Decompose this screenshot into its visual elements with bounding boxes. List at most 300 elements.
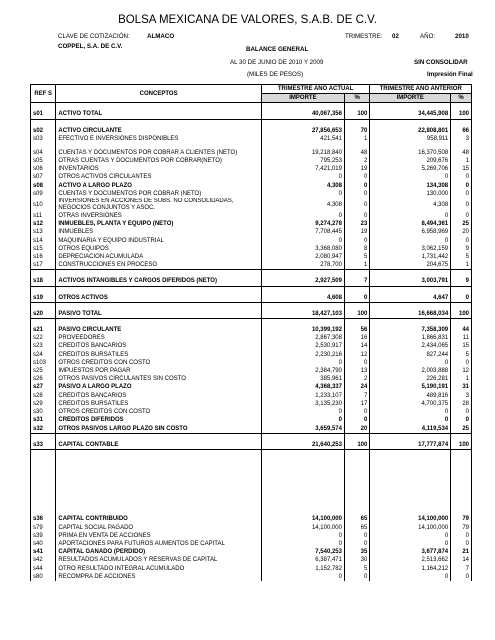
row-pct-anterior: 25 [451, 220, 472, 228]
row-concept: INMUEBLES, PLANTA Y EQUIPO (NETO) [56, 220, 261, 228]
row-importe-anterior: 958,911 [370, 135, 451, 143]
row-pct-actual: 0 [344, 416, 369, 424]
row-pct-anterior: 0 [451, 573, 472, 581]
table-row [31, 127, 472, 135]
row-importe-actual: 278,700 [261, 261, 344, 270]
row-importe-actual: 19,218,840 [261, 143, 344, 157]
row-importe-actual: 4,608 [261, 294, 344, 303]
row-pct-actual: 56 [344, 326, 369, 334]
row-pct-anterior: 0 [451, 540, 472, 548]
spacer-row [31, 449, 472, 458]
row-pct-actual: 35 [344, 548, 369, 556]
row-pct-anterior: 0 [451, 532, 472, 540]
table-row [31, 556, 472, 564]
table-row [31, 277, 472, 286]
row-pct-actual: 0 [344, 190, 369, 198]
row-importe-anterior: 5,190,191 [370, 383, 451, 391]
row-ref: s19 [31, 294, 56, 303]
row-concept: EFECTIVO E INVERSIONES DISPONIBLES [56, 135, 261, 143]
row-importe-actual: 4,368,337 [261, 383, 344, 391]
row-pct-actual: 17 [344, 400, 369, 408]
row-concept: OTROS CRÉDITOS CON COSTO [56, 408, 261, 416]
row-pct-actual: 7 [344, 277, 369, 286]
row-importe-actual: 0 [261, 237, 344, 245]
row-importe-anterior: 4,647 [370, 294, 451, 303]
row-pct-actual: 7 [344, 392, 369, 400]
row-pct-actual: 1 [344, 261, 369, 270]
row-pct-anterior: 0 [451, 212, 472, 220]
row-importe-anterior: 0 [370, 573, 451, 581]
row-pct-anterior: 11 [451, 334, 472, 342]
row-importe-actual: 385,961 [261, 375, 344, 383]
row-concept: CRÉDITOS BANCARIOS [56, 342, 261, 350]
row-concept: CRÉDITOS BURSÁTILES [56, 351, 261, 359]
spacer-row [31, 491, 472, 499]
row-pct-anterior: 5 [451, 351, 472, 359]
row-pct-anterior: 100 [451, 310, 472, 319]
row-pct-actual: 20 [344, 425, 369, 434]
row-pct-actual: 5 [344, 565, 369, 573]
row-pct-anterior: 0 [451, 359, 472, 367]
row-importe-actual: 6,387,471 [261, 556, 344, 564]
row-ref: s08 [31, 182, 56, 190]
row-pct-actual: 65 [344, 515, 369, 523]
row-concept: OTROS PASIVOS CIRCULANTES SIN COSTO [56, 375, 261, 383]
row-importe-actual: 2,080,947 [261, 253, 344, 261]
row-ref: s30 [31, 408, 56, 416]
row-concept: INVERSIONES EN ACCIONES DE SUBS. NO CONSOLIDADAS, NEGOCIOS CONJUNTOS Y ASOC. [56, 198, 261, 212]
row-importe-anterior: 4,700,375 [370, 400, 451, 408]
row-ref: s14 [31, 237, 56, 245]
row-ref: s25 [31, 367, 56, 375]
row-importe-actual: 3,368,080 [261, 245, 344, 253]
row-ref: s05 [31, 157, 56, 165]
row-pct-anterior: 31 [451, 383, 472, 391]
table-row [31, 573, 472, 581]
table-row [31, 416, 472, 424]
row-pct-actual: 0 [344, 573, 369, 581]
row-pct-actual: 0 [344, 173, 369, 181]
table-row [31, 190, 472, 198]
row-concept: OTRAS INVERSIONES [56, 212, 261, 220]
anio-label: AÑO: [420, 33, 436, 40]
row-importe-actual: 27,856,653 [261, 127, 344, 135]
row-pct-actual: 100 [344, 441, 369, 450]
conceptos-header: CONCEPTOS [56, 85, 261, 103]
row-pct-actual: 19 [344, 228, 369, 236]
row-importe-actual: 0 [261, 573, 344, 581]
row-ref: s15 [31, 245, 56, 253]
row-importe-anterior: 8,494,361 [370, 220, 451, 228]
row-importe-anterior: 17,777,874 [370, 441, 451, 450]
row-pct-anterior: 9 [451, 245, 472, 253]
row-importe-anterior: 489,816 [370, 392, 451, 400]
row-pct-actual: 12 [344, 351, 369, 359]
row-pct-actual: 2 [344, 157, 369, 165]
table-row [31, 237, 472, 245]
row-ref: s13 [31, 228, 56, 236]
row-importe-actual: 0 [261, 173, 344, 181]
table-row [31, 375, 472, 383]
balance-table [30, 84, 472, 581]
row-pct-anterior: 79 [451, 524, 472, 532]
row-importe-anterior: 2,003,888 [370, 367, 451, 375]
report-date: AL 30 DE JUNIO DE 2010 Y 2009 [230, 59, 324, 66]
table-row [31, 441, 472, 450]
row-ref: s42 [31, 556, 56, 564]
row-importe-anterior: 204,675 [370, 261, 451, 270]
row-pct-actual: 14 [344, 342, 369, 350]
row-importe-actual: 18,427,103 [261, 310, 344, 319]
row-pct-anterior: 48 [451, 143, 472, 157]
row-importe-actual: 21,640,253 [261, 441, 344, 450]
row-pct-anterior: 100 [451, 441, 472, 450]
table-row [31, 400, 472, 408]
row-concept: PRIMA EN VENTA DE ACCIONES [56, 532, 261, 540]
spacer-row [31, 286, 472, 294]
row-concept: OTROS ACTIVOS [56, 294, 261, 303]
table-row [31, 532, 472, 540]
row-ref: s39 [31, 532, 56, 540]
row-pct-anterior: 1 [451, 157, 472, 165]
row-importe-anterior: 1,731,442 [370, 253, 451, 261]
row-concept: DEPRECIACIÓN ACUMULADA [56, 253, 261, 261]
table-row [31, 294, 472, 303]
row-ref: s10 [31, 198, 56, 212]
row-pct-actual: 0 [344, 212, 369, 220]
row-importe-anterior: 0 [370, 540, 451, 548]
row-ref: s23 [31, 342, 56, 350]
table-row [31, 110, 472, 119]
row-importe-anterior: 14,100,000 [370, 524, 451, 532]
row-pct-anterior: 12 [451, 367, 472, 375]
row-pct-actual: 1 [344, 135, 369, 143]
row-pct-actual: 5 [344, 253, 369, 261]
row-ref: s09 [31, 190, 56, 198]
row-pct-actual: 13 [344, 367, 369, 375]
row-pct-actual: 70 [344, 127, 369, 135]
row-importe-actual: 0 [261, 540, 344, 548]
row-importe-anterior: 34,445,908 [370, 110, 451, 119]
row-ref: s44 [31, 565, 56, 573]
row-pct-anterior: 5 [451, 253, 472, 261]
row-pct-anterior: 0 [451, 173, 472, 181]
table-row [31, 261, 472, 270]
row-importe-actual: 0 [261, 212, 344, 220]
table-row [31, 143, 472, 157]
row-importe-actual: 7,708,445 [261, 228, 344, 236]
row-importe-actual: 1,233,107 [261, 392, 344, 400]
pct-header-actual: % [344, 94, 369, 103]
row-importe-actual: 7,540,253 [261, 548, 344, 556]
spacer-row [31, 119, 472, 127]
table-row [31, 310, 472, 319]
row-ref: s24 [31, 351, 56, 359]
row-importe-anterior: 827,244 [370, 351, 451, 359]
row-importe-anterior: 226,281 [370, 375, 451, 383]
spacer-row [31, 474, 472, 482]
row-concept: OTROS EQUIPOS [56, 245, 261, 253]
row-importe-actual: 2,867,308 [261, 334, 344, 342]
row-pct-anterior: 28 [451, 400, 472, 408]
row-importe-anterior: 1,866,831 [370, 334, 451, 342]
table-row [31, 220, 472, 228]
row-importe-actual: 4,308 [261, 198, 344, 212]
row-pct-actual: 8 [344, 245, 369, 253]
row-importe-actual: 2,384,790 [261, 367, 344, 375]
row-ref: s79 [31, 524, 56, 532]
ref-header: REF S [31, 85, 56, 103]
row-importe-actual: 40,067,356 [261, 110, 344, 119]
spacer-row [31, 507, 472, 515]
row-pct-actual: 30 [344, 556, 369, 564]
row-ref: s06 [31, 165, 56, 173]
row-importe-actual: 2,530,917 [261, 342, 344, 350]
impresion-label: Impresión Final [427, 71, 473, 78]
spacer-row [31, 319, 472, 327]
row-concept: APORTACIONES PARA FUTUROS AUMENTOS DE CAPITAL [56, 540, 261, 548]
row-importe-anterior: 6,958,969 [370, 228, 451, 236]
row-importe-anterior: 0 [370, 359, 451, 367]
actual-header: TRIMESTRE AÑO ACTUAL [261, 85, 370, 94]
clave-label: CLAVE DE COTIZACIÓN: [58, 33, 130, 40]
row-concept: RESULTADOS ACUMULADOS Y RESERVAS DE CAPITAL [56, 556, 261, 564]
row-concept: MAQUINARIA Y EQUIPO INDUSTRIAL [56, 237, 261, 245]
table-row [31, 253, 472, 261]
row-concept: CUENTAS Y DOCUMENTOS POR COBRAR A CLIENTES (NETO) [56, 143, 261, 157]
row-pct-actual: 0 [344, 182, 369, 190]
row-pct-anterior: 0 [451, 237, 472, 245]
row-importe-anterior: 16,370,508 [370, 143, 451, 157]
table-row [31, 383, 472, 391]
row-pct-anterior: 9 [451, 277, 472, 286]
consolidation: SIN CONSOLIDAR [414, 59, 468, 66]
row-pct-anterior: 14 [451, 556, 472, 564]
row-concept: CRÉDITOS BURSÁTILES [56, 400, 261, 408]
row-pct-actual: 100 [344, 310, 369, 319]
row-importe-anterior: 0 [370, 212, 451, 220]
spacer-row [31, 466, 472, 474]
row-pct-actual: 0 [344, 359, 369, 367]
table-row [31, 359, 472, 367]
row-concept: CRÉDITOS DIFERIDOS [56, 416, 261, 424]
row-pct-anterior: 7 [451, 565, 472, 573]
row-pct-actual: 2 [344, 375, 369, 383]
row-ref: s17 [31, 261, 56, 270]
row-importe-actual: 10,399,192 [261, 326, 344, 334]
row-pct-anterior: 66 [451, 127, 472, 135]
row-concept: OTRO RESULTADO INTEGRAL ACUMULADO [56, 565, 261, 573]
row-pct-anterior: 0 [451, 408, 472, 416]
row-importe-anterior: 16,668,034 [370, 310, 451, 319]
row-pct-anterior: 44 [451, 326, 472, 334]
row-concept: OTROS PASIVOS LARGO PLAZO SIN COSTO [56, 425, 261, 434]
table-row [31, 198, 472, 212]
spacer-row [31, 302, 472, 310]
row-importe-anterior: 130,000 [370, 190, 451, 198]
row-concept: PASIVO A LARGO PLAZO [56, 383, 261, 391]
row-pct-actual: 19 [344, 165, 369, 173]
row-importe-actual: 14,100,000 [261, 524, 344, 532]
row-importe-anterior: 1,164,212 [370, 565, 451, 573]
clave-value: ALMACO [147, 33, 175, 40]
anio-value: 2010 [455, 33, 469, 40]
table-row [31, 165, 472, 173]
row-pct-actual: 65 [344, 524, 369, 532]
row-pct-anterior: 21 [451, 548, 472, 556]
row-pct-anterior: 1 [451, 375, 472, 383]
table-row [31, 367, 472, 375]
row-ref: s03 [31, 135, 56, 143]
table-row [31, 135, 472, 143]
row-ref: s22 [31, 334, 56, 342]
table-row [31, 565, 472, 573]
row-ref: s01 [31, 110, 56, 119]
row-ref: s80 [31, 573, 56, 581]
importe-header-anterior: IMPORTE [370, 94, 451, 103]
row-concept: OTROS CRÉDITOS CON COSTO [56, 359, 261, 367]
table-row [31, 524, 472, 532]
row-concept: ACTIVO TOTAL [56, 110, 261, 119]
row-importe-actual: 421,541 [261, 135, 344, 143]
row-ref: s31 [31, 416, 56, 424]
row-pct-actual: 0 [344, 198, 369, 212]
row-pct-anterior: 100 [451, 110, 472, 119]
row-importe-anterior: 209,676 [370, 157, 451, 165]
row-importe-anterior: 134,308 [370, 182, 451, 190]
row-pct-anterior: 15 [451, 165, 472, 173]
row-importe-actual: 0 [261, 532, 344, 540]
row-pct-actual: 0 [344, 408, 369, 416]
row-importe-actual: 2,230,216 [261, 351, 344, 359]
row-concept: CRÉDITOS BANCARIOS [56, 392, 261, 400]
row-importe-anterior: 4,119,534 [370, 425, 451, 434]
table-row [31, 334, 472, 342]
row-importe-anterior: 0 [370, 532, 451, 540]
row-importe-anterior: 2,434,065 [370, 342, 451, 350]
table-row [31, 548, 472, 556]
units-label: (MILES DE PESOS) [247, 71, 304, 78]
row-importe-anterior: 0 [370, 416, 451, 424]
row-importe-anterior: 3,003,791 [370, 277, 451, 286]
row-ref: s07 [31, 173, 56, 181]
row-concept: INVENTARIOS [56, 165, 261, 173]
row-ref: s40 [31, 540, 56, 548]
row-pct-anterior: 3 [451, 392, 472, 400]
row-concept: PROVEEDORES [56, 334, 261, 342]
row-pct-anterior: 20 [451, 228, 472, 236]
row-pct-anterior: 0 [451, 182, 472, 190]
spacer-row [31, 499, 472, 507]
row-importe-anterior: 14,100,000 [370, 515, 451, 523]
row-pct-actual: 23 [344, 220, 369, 228]
row-ref: s26 [31, 375, 56, 383]
row-importe-anterior: 0 [370, 408, 451, 416]
row-ref: s18 [31, 277, 56, 286]
table-row [31, 392, 472, 400]
row-pct-actual: 48 [344, 143, 369, 157]
row-concept: INMUEBLES [56, 228, 261, 236]
row-concept: CAPITAL SOCIAL PAGADO [56, 524, 261, 532]
row-importe-actual: 0 [261, 190, 344, 198]
pct-header-anterior: % [451, 94, 472, 103]
row-pct-anterior: 79 [451, 515, 472, 523]
table-row [31, 408, 472, 416]
row-ref: s20 [31, 310, 56, 319]
row-importe-actual: 0 [261, 408, 344, 416]
row-pct-actual: 16 [344, 334, 369, 342]
row-importe-actual: 9,274,278 [261, 220, 344, 228]
row-importe-anterior: 4,308 [370, 198, 451, 212]
spacer-row [31, 433, 472, 441]
row-concept: ACTIVOS INTANGIBLES Y CARGOS DIFERIDOS (NETO) [56, 277, 261, 286]
table-row [31, 326, 472, 334]
spacer-row [31, 483, 472, 491]
row-importe-anterior: 22,808,801 [370, 127, 451, 135]
row-concept: ACTIVO CIRCULANTE [56, 127, 261, 135]
row-ref: s33 [31, 441, 56, 450]
table-row [31, 173, 472, 181]
trimestre-label: TRIMESTRE: [345, 33, 383, 40]
row-ref: s12 [31, 220, 56, 228]
row-pct-actual: 100 [344, 110, 369, 119]
row-ref: s21 [31, 326, 56, 334]
row-ref: s11 [31, 212, 56, 220]
row-pct-actual: 0 [344, 532, 369, 540]
row-pct-anterior: 0 [451, 294, 472, 303]
table-row [31, 157, 472, 165]
row-ref: s27 [31, 383, 56, 391]
row-pct-anterior: 1 [451, 261, 472, 270]
row-concept: PASIVO TOTAL [56, 310, 261, 319]
row-pct-actual: 24 [344, 383, 369, 391]
row-concept: CONSTRUCCIONES EN PROCESO [56, 261, 261, 270]
row-concept: CAPITAL CONTABLE [56, 441, 261, 450]
company-name: COPPEL, S.A. DE C.V. [58, 43, 123, 50]
table-row [31, 515, 472, 523]
trimestre-value: 02 [392, 33, 399, 40]
row-pct-anterior: 0 [451, 416, 472, 424]
row-ref: s103 [31, 359, 56, 367]
row-importe-actual: 1,152,782 [261, 565, 344, 573]
row-ref: s32 [31, 425, 56, 434]
row-pct-anterior: 0 [451, 190, 472, 198]
row-pct-actual: 0 [344, 237, 369, 245]
spacer-row [31, 103, 472, 111]
row-pct-anterior: 3 [451, 135, 472, 143]
row-importe-actual: 0 [261, 359, 344, 367]
row-pct-actual: 0 [344, 294, 369, 303]
row-importe-actual: 0 [261, 416, 344, 424]
row-importe-actual: 4,308 [261, 182, 344, 190]
table-row [31, 228, 472, 236]
row-importe-anterior: 0 [370, 237, 451, 245]
report-title: BOLSA MEXICANA DE VALORES, S.A.B. DE C.V. [118, 14, 377, 26]
row-ref: s29 [31, 400, 56, 408]
table-row [31, 212, 472, 220]
row-concept: ACTIVO A LARGO PLAZO [56, 182, 261, 190]
row-importe-actual: 795,253 [261, 157, 344, 165]
row-importe-actual: 3,659,574 [261, 425, 344, 434]
row-ref: s41 [31, 548, 56, 556]
row-ref: s02 [31, 127, 56, 135]
row-concept: IMPUESTOS POR PAGAR [56, 367, 261, 375]
row-pct-anterior: 15 [451, 342, 472, 350]
row-importe-actual: 3,135,230 [261, 400, 344, 408]
row-importe-anterior: 5,269,706 [370, 165, 451, 173]
row-ref: s04 [31, 143, 56, 157]
row-pct-actual: 0 [344, 540, 369, 548]
